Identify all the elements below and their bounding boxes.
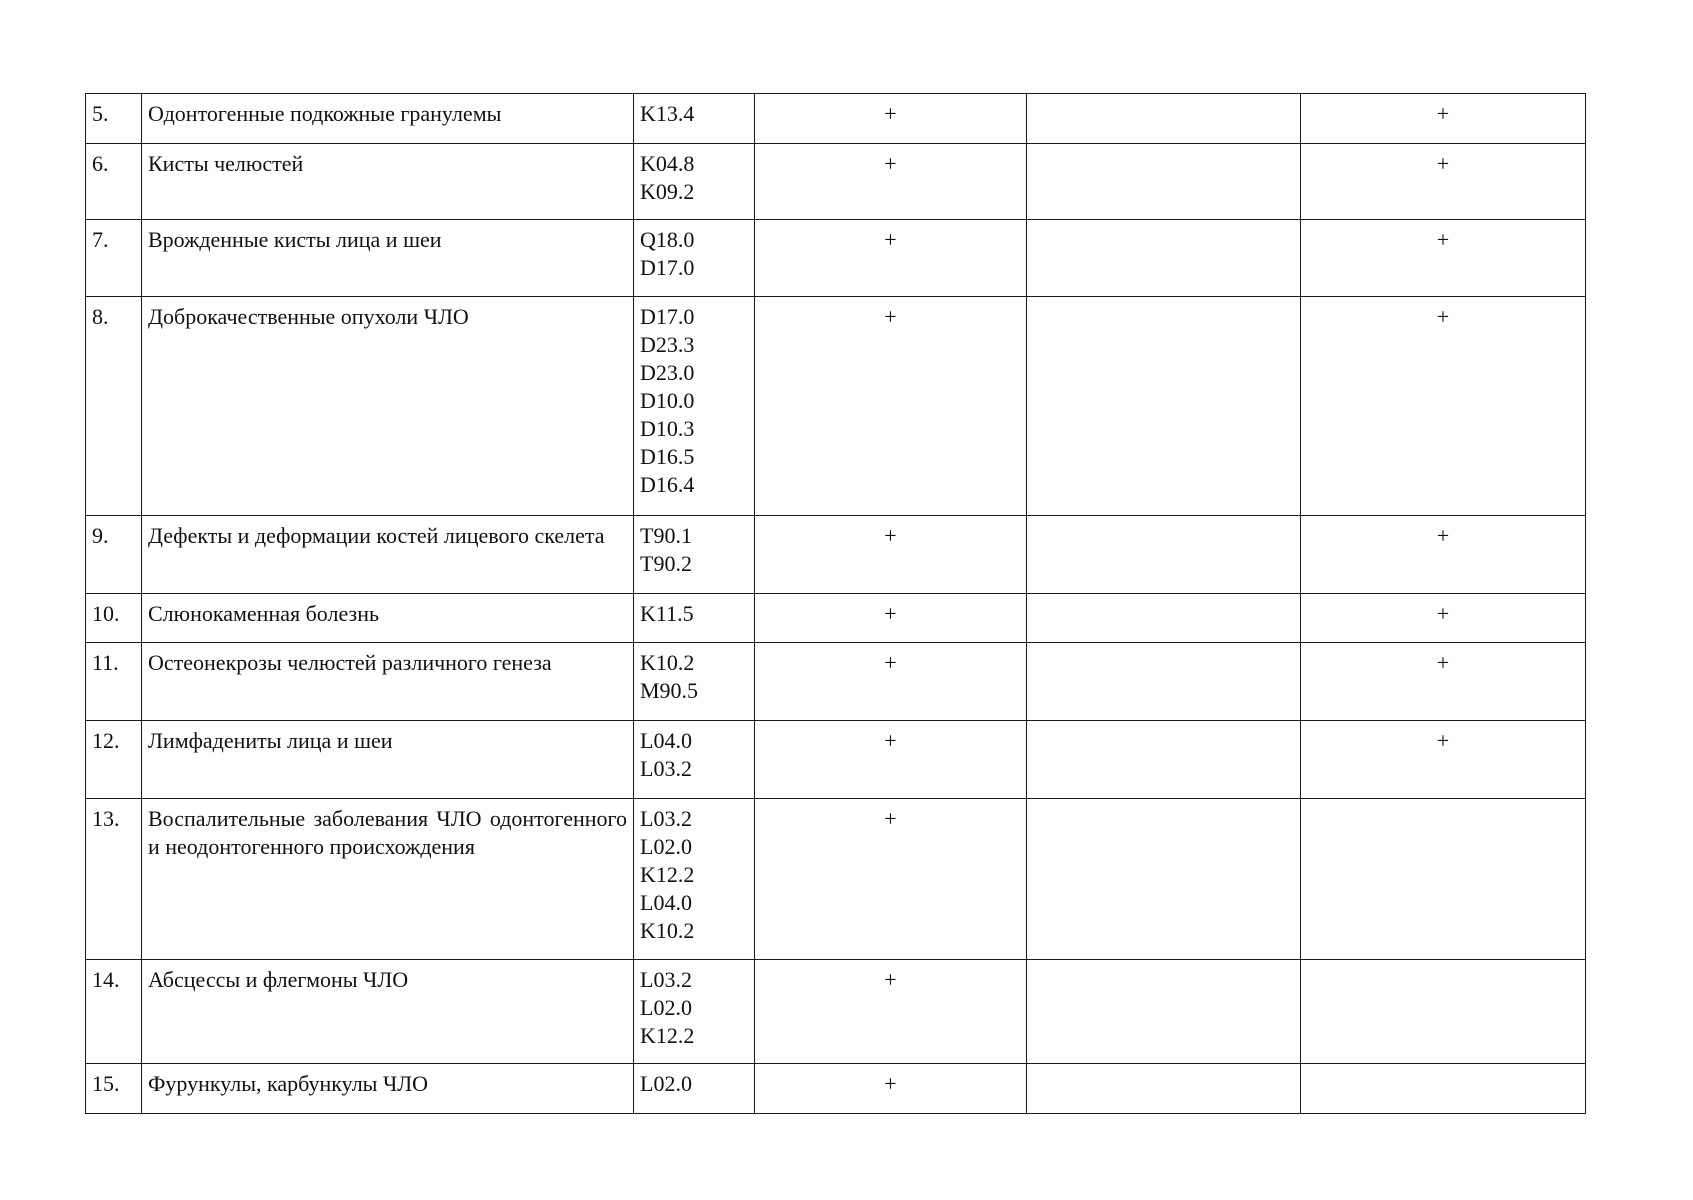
table-row: [86, 144, 1586, 220]
mark-cell-col6: +: [1301, 643, 1586, 721]
diagnosis-name: Остеонекрозы челюстей различного генеза: [142, 643, 634, 721]
icd-codes: [634, 960, 755, 1064]
diagnosis-name: Доброкачественные опухоли ЧЛО: [142, 297, 634, 516]
mark-cell-col5: [1027, 643, 1301, 721]
table-row: [86, 721, 1586, 799]
mark-cell-col6: +: [1301, 721, 1586, 799]
icd-codes: [634, 721, 755, 799]
mark-cell-col4: +: [755, 516, 1027, 594]
mark-cell-col6: [1301, 960, 1586, 1064]
icd-code: L04.0: [640, 728, 692, 753]
row-number: 15.: [86, 1064, 142, 1114]
mark-cell-col4: +: [755, 1064, 1027, 1114]
mark-cell-col6: +: [1301, 516, 1586, 594]
row-number: 6.: [86, 144, 142, 220]
mark-cell-col5: [1027, 144, 1301, 220]
table-row: [86, 960, 1586, 1064]
table-row: [86, 297, 1586, 516]
mark-cell-col4: +: [755, 960, 1027, 1064]
icd-codes: [634, 220, 755, 297]
diagnosis-table: [85, 93, 1586, 1114]
icd-code: D16.5: [640, 444, 695, 469]
icd-code: D10.3: [640, 416, 695, 441]
icd-code: K12.2: [640, 1023, 695, 1048]
icd-code: K12.2: [640, 862, 695, 887]
mark-cell-col4: +: [755, 721, 1027, 799]
mark-cell-col5: [1027, 94, 1301, 144]
mark-cell-col4: +: [755, 94, 1027, 144]
icd-code: Q18.0: [640, 227, 695, 252]
table-row: [86, 94, 1586, 144]
diagnosis-name: Фурункулы, карбункулы ЧЛО: [142, 1064, 634, 1114]
mark-cell-col5: [1027, 516, 1301, 594]
icd-code: K10.2: [640, 918, 695, 943]
row-number: 8.: [86, 297, 142, 516]
icd-code: T90.1: [640, 523, 692, 548]
diagnosis-name: Одонтогенные подкожные гранулемы: [142, 94, 634, 144]
mark-cell-col5: [1027, 297, 1301, 516]
diagnosis-name: Кисты челюстей: [142, 144, 634, 220]
icd-codes: [634, 1064, 755, 1114]
icd-codes: [634, 144, 755, 220]
icd-code: L03.2: [640, 967, 692, 992]
mark-cell-col6: +: [1301, 94, 1586, 144]
table-row: [86, 643, 1586, 721]
icd-codes: [634, 297, 755, 516]
icd-code: L03.2: [640, 806, 692, 831]
icd-codes: [634, 516, 755, 594]
mark-cell-col4: +: [755, 297, 1027, 516]
icd-codes: [634, 799, 755, 960]
mark-cell-col4: +: [755, 144, 1027, 220]
icd-code: D10.0: [640, 388, 695, 413]
row-number: 14.: [86, 960, 142, 1064]
row-number: 12.: [86, 721, 142, 799]
mark-cell-col6: +: [1301, 144, 1586, 220]
icd-code: D17.0: [640, 255, 695, 280]
mark-cell-col6: +: [1301, 594, 1586, 643]
mark-cell-col5: [1027, 960, 1301, 1064]
table-row: [86, 516, 1586, 594]
mark-cell-col5: [1027, 799, 1301, 960]
icd-code: K10.2: [640, 650, 695, 675]
icd-code: L02.0: [640, 834, 692, 859]
icd-code: D16.4: [640, 472, 695, 497]
mark-cell-col6: [1301, 1064, 1586, 1114]
diagnosis-name: Абсцессы и флегмоны ЧЛО: [142, 960, 634, 1064]
icd-code: D17.0: [640, 304, 695, 329]
table-body: [86, 94, 1586, 1114]
mark-cell-col5: [1027, 721, 1301, 799]
icd-code: M90.5: [640, 678, 699, 703]
icd-code: L02.0: [640, 995, 692, 1020]
table-row: [86, 220, 1586, 297]
mark-cell-col4: +: [755, 594, 1027, 643]
mark-cell-col4: +: [755, 799, 1027, 960]
icd-code: L02.0: [640, 1071, 692, 1096]
icd-code: L04.0: [640, 890, 692, 915]
icd-codes: [634, 94, 755, 144]
icd-code: D23.3: [640, 332, 695, 357]
icd-codes: [634, 643, 755, 721]
icd-code: K04.8: [640, 151, 695, 176]
icd-codes: [634, 594, 755, 643]
mark-cell-col5: [1027, 594, 1301, 643]
row-number: 13.: [86, 799, 142, 960]
table-row: [86, 1064, 1586, 1114]
table-row: [86, 594, 1586, 643]
icd-code: L03.2: [640, 756, 692, 781]
icd-code: T90.2: [640, 551, 692, 576]
mark-cell-col5: [1027, 1064, 1301, 1114]
mark-cell-col5: [1027, 220, 1301, 297]
mark-cell-col6: +: [1301, 220, 1586, 297]
row-number: 7.: [86, 220, 142, 297]
diagnosis-name: Лимфадениты лица и шеи: [142, 721, 634, 799]
icd-code: K09.2: [640, 179, 695, 204]
row-number: 10.: [86, 594, 142, 643]
mark-cell-col4: +: [755, 643, 1027, 721]
diagnosis-name: Врожденные кисты лица и шеи: [142, 220, 634, 297]
table-row: [86, 799, 1586, 960]
diagnosis-name: Дефекты и деформации костей лицевого скелета: [142, 516, 634, 594]
row-number: 11.: [86, 643, 142, 721]
mark-cell-col6: [1301, 799, 1586, 960]
diagnosis-name: Слюнокаменная болезнь: [142, 594, 634, 643]
icd-code: K13.4: [640, 101, 695, 126]
row-number: 9.: [86, 516, 142, 594]
icd-code: K11.5: [640, 601, 694, 626]
icd-code: D23.0: [640, 360, 695, 385]
diagnosis-name: Воспалительные заболевания ЧЛО одонтогенного и неодонтогенного происхождения: [142, 799, 634, 960]
mark-cell-col6: +: [1301, 297, 1586, 516]
mark-cell-col4: +: [755, 220, 1027, 297]
row-number: 5.: [86, 94, 142, 144]
